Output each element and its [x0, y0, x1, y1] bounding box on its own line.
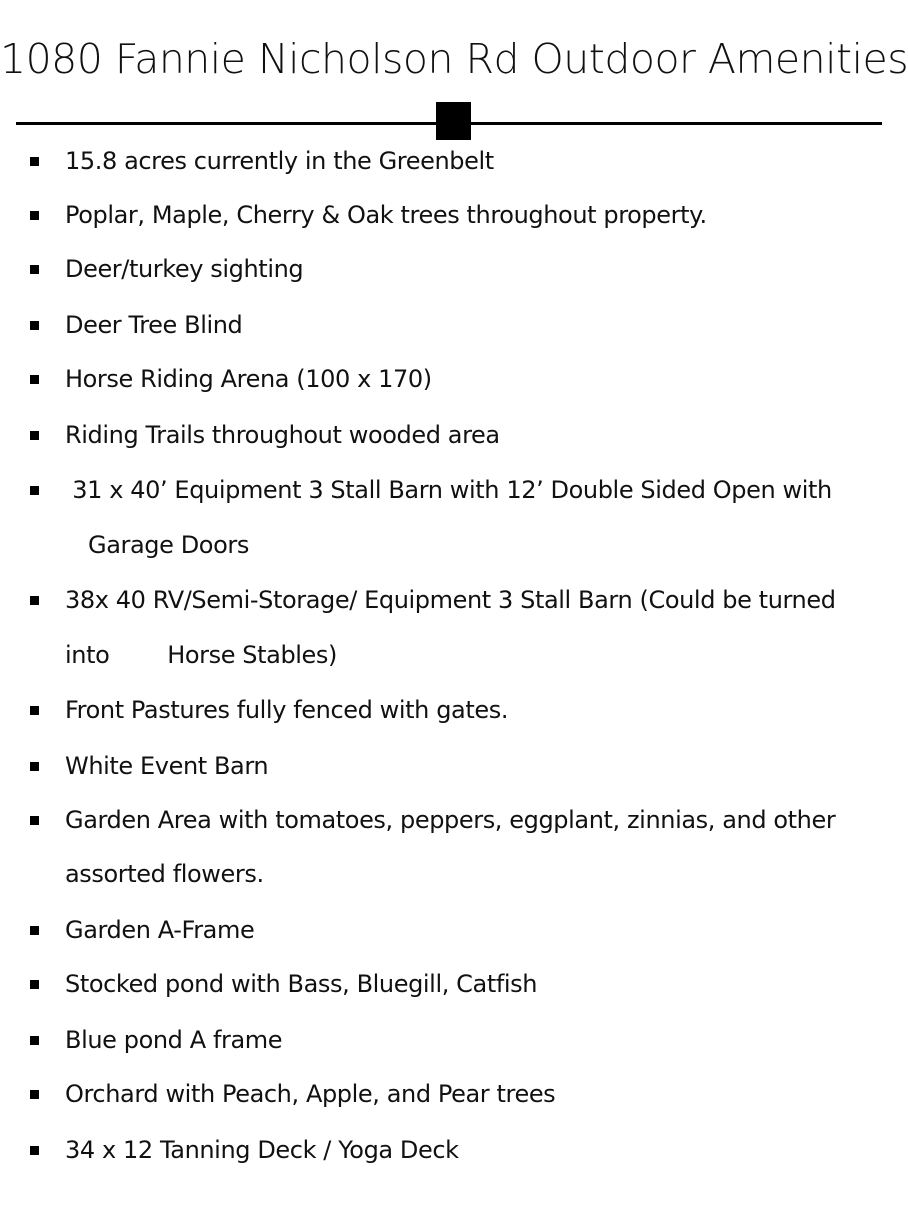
- list-item: 34 x 12 Tanning Deck / Yoga Deck: [65, 1136, 459, 1164]
- bullet-icon: [30, 486, 39, 495]
- list-item: 31 x 40’ Equipment 3 Stall Barn with 12’ Double Sided Open with: [65, 476, 832, 504]
- list-item: Poplar, Maple, Cherry & Oak trees throughout property.: [65, 201, 707, 229]
- list-item: Riding Trails throughout wooded area: [65, 421, 500, 449]
- bullet-icon: [30, 1146, 39, 1155]
- list-item: Front Pastures fully fenced with gates.: [65, 696, 509, 724]
- bullet-icon: [30, 265, 39, 274]
- bullet-icon: [30, 211, 39, 220]
- list-item: White Event Barn: [65, 752, 269, 780]
- list-item: Horse Riding Arena (100 x 170): [65, 365, 432, 393]
- list-item-continuation: Garage Doors: [88, 531, 249, 559]
- bullet-icon: [30, 431, 39, 440]
- list-item: 15.8 acres currently in the Greenbelt: [65, 147, 494, 175]
- list-item: Blue pond A frame: [65, 1026, 283, 1054]
- list-item-continuation: assorted flowers.: [65, 860, 264, 888]
- bullet-icon: [30, 375, 39, 384]
- bullet-icon: [30, 926, 39, 935]
- page-title: 1080 Fannie Nicholson Rd Outdoor Amenities: [0, 35, 908, 83]
- bullet-icon: [30, 157, 39, 166]
- list-item: 38x 40 RV/Semi-Storage/ Equipment 3 Stall Barn (Could be turned: [65, 586, 836, 614]
- list-item: Deer Tree Blind: [65, 311, 243, 339]
- bullet-icon: [30, 706, 39, 715]
- list-item: Orchard with Peach, Apple, and Pear trees: [65, 1080, 556, 1108]
- bullet-icon: [30, 762, 39, 771]
- bullet-icon: [30, 1090, 39, 1099]
- bullet-icon: [30, 816, 39, 825]
- divider-block: [436, 102, 471, 140]
- list-item: Garden Area with tomatoes, peppers, eggplant, zinnias, and other: [65, 806, 836, 834]
- bullet-icon: [30, 321, 39, 330]
- list-item-continuation: into Horse Stables): [65, 641, 337, 669]
- bullet-icon: [30, 596, 39, 605]
- list-item: Stocked pond with Bass, Bluegill, Catfish: [65, 970, 538, 998]
- list-item: Deer/turkey sighting: [65, 255, 304, 283]
- bullet-icon: [30, 1036, 39, 1045]
- bullet-icon: [30, 980, 39, 989]
- list-item: Garden A-Frame: [65, 916, 255, 944]
